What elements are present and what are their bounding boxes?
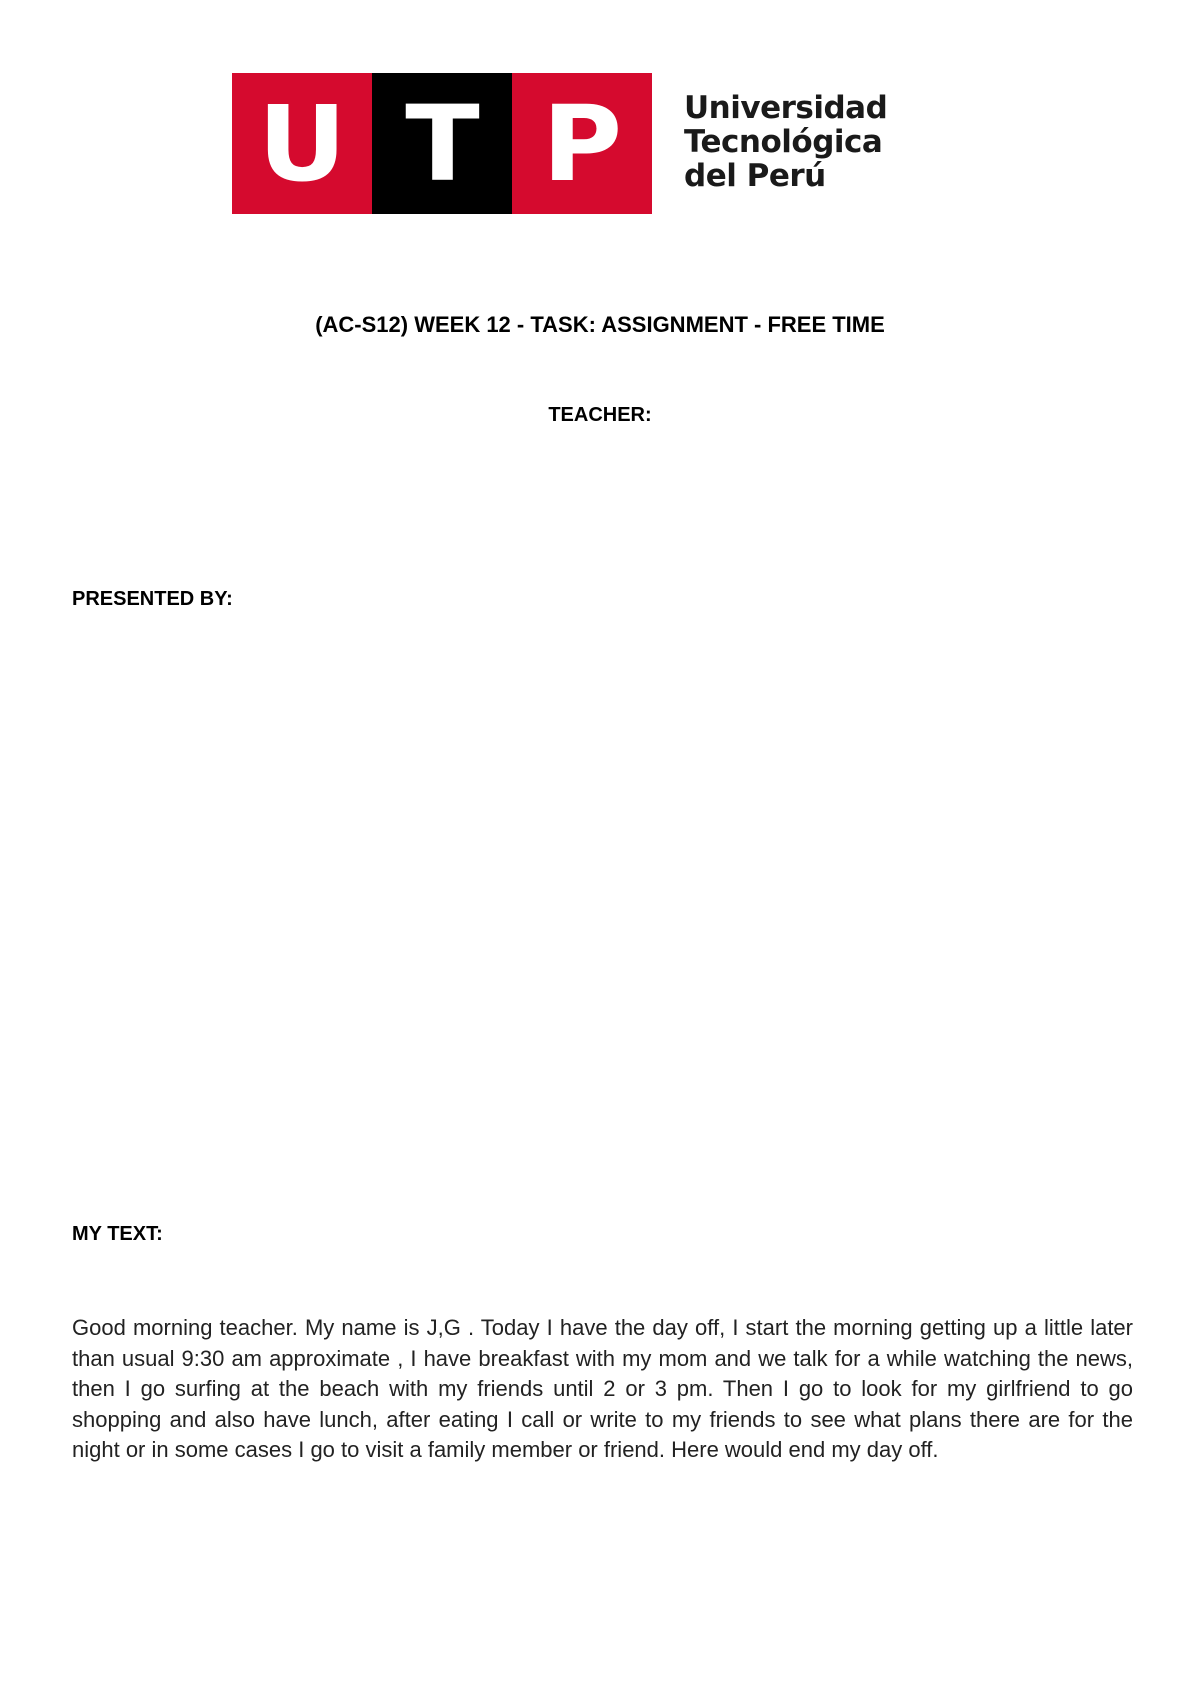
teacher-label: TEACHER:	[548, 404, 652, 426]
logo-wordmark-line-3: del Perú	[684, 158, 826, 194]
logo-block-u	[232, 73, 372, 214]
logo-letter-p: P	[541, 82, 623, 205]
logo-letter-u: U	[257, 82, 347, 205]
logo-wordmark-line-2: Tecnológica	[684, 124, 883, 160]
logo-wordmark	[684, 91, 887, 193]
utp-logo	[232, 73, 888, 214]
presented-by-label: PRESENTED BY:	[72, 588, 233, 610]
logo-block-t	[372, 73, 512, 214]
body-paragraph: Good morning teacher. My name is J,G . Today I have the day off, I start the morning getting up a little later than usual 9:30 am approximate , I have breakfast with my mom and we talk for a while watching the news, then I go surfing at the beach with my friends until 2 or 3 pm. Then I go to look for my girlfriend to go shopping and also have lunch, after eating I call or write to my friends to see what plans there are for the night or in some cases I go to visit a family member or friend. Here would end my day off.	[72, 1315, 1133, 1462]
document-title: (AC-S12) WEEK 12 - TASK: ASSIGNMENT - FREE TIME	[315, 312, 885, 337]
my-text-label: MY TEXT:	[72, 1223, 163, 1245]
logo-letter-t: T	[404, 82, 480, 205]
logo-block-p	[512, 73, 652, 214]
logo-wordmark-line-1: Universidad	[684, 90, 888, 126]
